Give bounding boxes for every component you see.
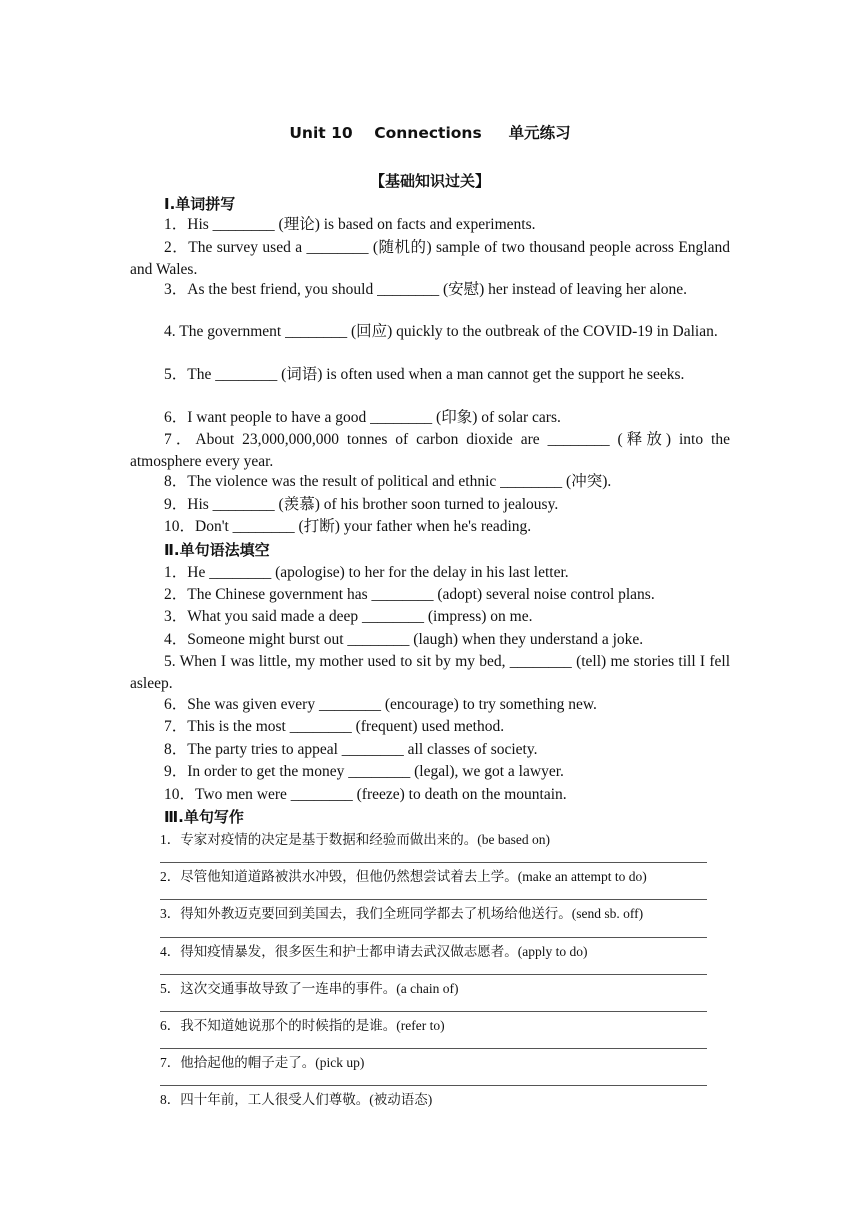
part2-item-5: 5. When I was little, my mother used to sit by my bed, ________ (tell) me stories till I fell asleep. [130, 653, 730, 692]
part2-item-3: 3．What you said made a deep ________ (impress) on me. [164, 608, 533, 625]
part3-item-4: 4．得知疫情暴发，很多医生和护士都申请去武汉做志愿者。(apply to do) [160, 944, 588, 959]
part2-item-8: 8．The party tries to appeal ________ all classes of society. [164, 741, 538, 758]
part1-item-7: 7．About 23,000,000,000 tonnes of carbon dioxide are ________ (释放) into the atmosphere every year. [130, 431, 730, 470]
part2-item-7: 7．This is the most ________ (frequent) used method. [164, 718, 505, 735]
answer-line-3[interactable] [160, 937, 707, 938]
part2-item-4: 4．Someone might burst out ________ (laugh) when they understand a joke. [164, 631, 644, 648]
part3-item-3: 3．得知外教迈克要回到美国去，我们全班同学都去了机场给他送行。(send sb. off) [160, 906, 644, 921]
part3-heading: Ⅲ.单句写作 [164, 808, 244, 826]
part2-item-10: 10．Two men were ________ (freeze) to death on the mountain. [164, 786, 567, 803]
page-title: Unit 10 Connections 单元练习 [289, 124, 571, 142]
part2-item-9: 9．In order to get the money ________ (legal), we got a lawyer. [164, 763, 564, 780]
part1-item-4: 4. The government ________ (回应) quickly to the outbreak of the COVID-19 in Dalian. [164, 323, 718, 340]
part1-item-8: 8．The violence was the result of political and ethnic ________ (冲突). [164, 473, 612, 490]
part1-item-5: 5．The ________ (词语) is often used when a man cannot get the support he seeks. [164, 366, 685, 383]
answer-line-4[interactable] [160, 974, 707, 975]
answer-line-5[interactable] [160, 1011, 707, 1012]
part1-heading: Ⅰ.单词拼写 [164, 195, 236, 213]
part2-item-6: 6．She was given every ________ (encourage) to try something new. [164, 696, 597, 713]
part1-item-2: 2．The survey used a ________ (随机的) sample of two thousand people across England and Wales. [130, 239, 730, 278]
part1-item-1: 1．His ________ (理论) is based on facts and experiments. [164, 216, 536, 233]
part2-item-2: 2．The Chinese government has ________ (adopt) several noise control plans. [164, 586, 655, 603]
answer-line-7[interactable] [160, 1085, 707, 1086]
part3-item-8: 8．四十年前，工人很受人们尊敬。(被动语态) [160, 1092, 433, 1107]
part3-item-7: 7．他拾起他的帽子走了。(pick up) [160, 1055, 365, 1070]
part2-heading: Ⅱ.单句语法填空 [164, 541, 270, 559]
part3-item-1: 1．专家对疫情的决定是基于数据和经验而做出来的。(be based on) [160, 832, 550, 847]
part3-item-6: 6．我不知道她说那个的时候指的是谁。(refer to) [160, 1018, 445, 1033]
part3-item-2: 2．尽管他知道道路被洪水冲毁，但他仍然想尝试着去上学。(make an attempt to do) [160, 869, 647, 884]
part1-item-10: 10．Don't ________ (打断) your father when he's reading. [164, 518, 532, 535]
answer-line-2[interactable] [160, 899, 707, 900]
part1-item-6: 6．I want people to have a good ________ (印象) of solar cars. [164, 409, 561, 426]
answer-line-6[interactable] [160, 1048, 707, 1049]
part1-item-9: 9．His ________ (羡慕) of his brother soon turned to jealousy. [164, 496, 559, 513]
part2-item-1: 1．He ________ (apologise) to her for the delay in his last letter. [164, 564, 569, 581]
section-banner: 【基础知识过关】 [369, 172, 490, 190]
part1-item-3: 3．As the best friend, you should ________ (安慰) her instead of leaving her alone. [164, 281, 688, 298]
part3-item-5: 5．这次交通事故导致了一连串的事件。(a chain of) [160, 981, 459, 996]
answer-line-1[interactable] [160, 862, 707, 863]
